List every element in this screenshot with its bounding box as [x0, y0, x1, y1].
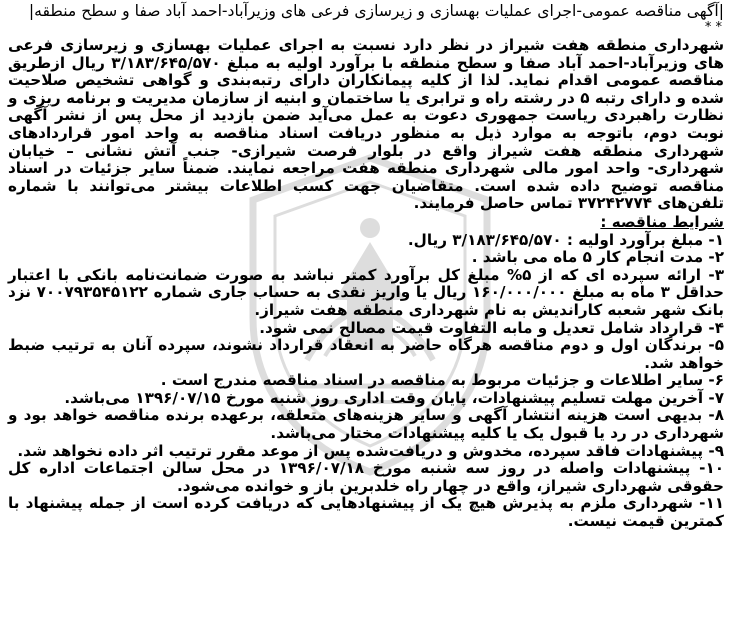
separator-stars: * * — [704, 20, 722, 35]
conditions-list — [8, 232, 724, 531]
condition-item-3: ۳- ارائه سپرده ای که از ۵% مبلغ کل برآورد کمتر نباشد به صورت ضمانت‌نامه بانکی با اعتبار حداقل ۳ ماه به مبلغ ۱۶۰/۰۰۰/۰۰۰ ریال یا واریز نقدی به حساب جاری شماره ۷۰۰۷۹۳۵۴۵۱۲۲ نزد بانک شهر شعبه کاراندیش به نام شهرداری منطقه هفت شیراز. — [8, 265, 724, 319]
condition-item-10: ۱۰- پیشنهادات واصله در روز سه شنبه مورخ ۱۳۹۶/۰۷/۱۸ در محل سالن اجتماعات اداره کل حقوقی شهرداری شیراز، واقع در چهار راه خلدبرین باز و خوانده می‌شود. — [8, 459, 724, 495]
condition-item-5: ۵- برندگان اول و دوم مناقصه هرگاه حاضر به انعقاد قرارداد نشوند، سپرده آنان به ترتیب ضبط خواهد شد. — [8, 336, 724, 372]
condition-item-2: ۲- مدت انجام کار ۵ ماه می باشد . — [471, 248, 724, 267]
condition-item-8: ۸- بدیهی است هزینه انتشار آگهی و سایر هزینه‌های متعلقه، برعهده برنده مناقصه خواهد بود و شهرداری در رد یا قبول یک یا کلیه پیشنهادات مختار می‌باشد. — [8, 406, 724, 443]
announcement-body: شهرداری منطقه هفت شیراز در نظر دارد نسبت به اجرای عملیات بهسازی و زیرسازی فرعی های وزیرآباد-احمد آباد صفا و سطح منطقه با برآورد اولیه به مبلغ ۳/۱۸۳/۶۴۵/۵۷۰ ریال ازطریق مناقصه عمومی اقدام نماید. لذا از کلیه پیمانکاران دارای رتبه‌بندی و گواهی تشخیص صلاحیت شده و دارای رتبه ۵ در رشته راه و ترابری یا ساختمان و ابنیه از سازمان مدیریت و برنامه ریزی و نظارت راهبردی ریاست جمهوری دعوت به عمل می‌آید ضمن بازدید از محل پس از نشر آگهی نوبت دوم، باتوجه به موارد ذیل به منظور دریافت اسناد مناقصه به واحد امور قراردادهای شهرداری منطقه هفت شیراز واقع در بلوار فرصت شیرازی- جنب آتش نشانی – خیابان شهرداری- واحد امور مالی شهرداری منطقه هفت مراجعه نمایند. ضمناً سایر جزئیات در اسناد مناقصه توضیح داده شده است. متقاضیان جهت کسب اطلاعات بیشتر می‌توانند با شماره تلفن‌های ۳۷۲۴۲۷۷۴ تماس حاصل فرمایند. — [8, 36, 724, 213]
announcement-title: |آگهی مناقصه عمومی-اجرای عملیات بهسازی و زیرسازی فرعی های وزیرآباد-احمد آباد صفا و سطح منطقه| — [28, 2, 724, 20]
condition-item-11: ۱۱- شهرداری ملزم به پذیرش هیچ یک از پیشنهادهایی که دریافت کرده است از جمله پیشنهاد با کمترین قیمت نیست. — [8, 494, 724, 531]
condition-item-4: ۴- قرارداد شامل تعدیل و مابه التفاوت قیمت مصالح نمی شود. — [259, 318, 724, 337]
conditions-heading: شرایط مناقصه : — [600, 212, 724, 231]
condition-item-7: ۷- آخرین مهلت تسلیم پیشنهادات، پایان وقت اداری روز شنبه مورخ ۱۳۹۶/۰۷/۱۵ می‌باشد. — [64, 388, 724, 407]
condition-item-9: ۹- پیشنهادات فاقد سپرده، مخدوش و دریافت‌شده پس از موعد مقرر ترتیب اثر داده نخواهد شد. — [17, 441, 724, 460]
condition-item-1: ۱- مبلغ برآورد اولیه : ۳/۱۸۳/۶۴۵/۵۷۰ ریال. — [407, 230, 724, 249]
announcement-content — [8, 2, 724, 531]
condition-item-6: ۶- سایر اطلاعات و جزئیات مربوط به مناقصه در اسناد مناقصه مندرج است . — [160, 371, 724, 390]
